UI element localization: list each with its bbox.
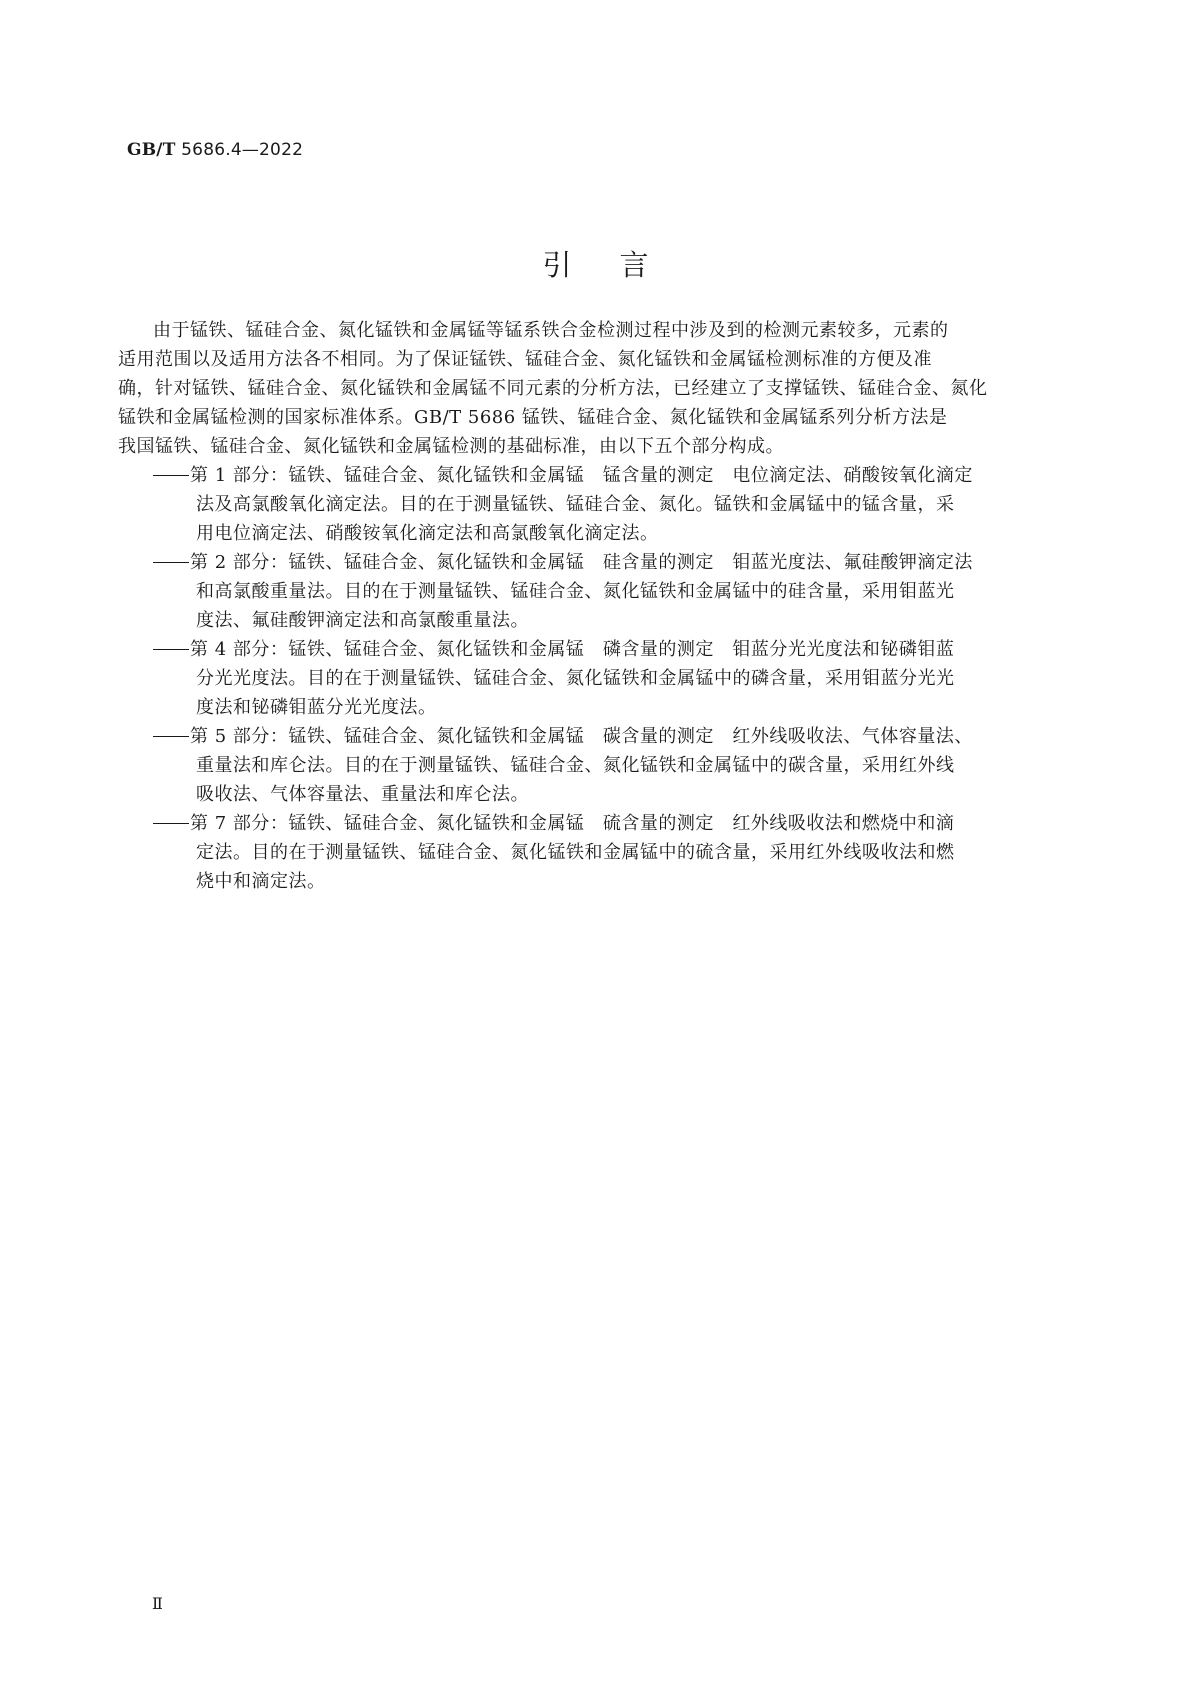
list-item-text: 法及高氯酸氧化滴定法。目的在于测量锰铁、锰硅合金、氮化。锰铁和金属锰中的锰含量，采 <box>196 494 955 515</box>
list-item-text: 和高氯酸重量法。目的在于测量锰铁、锰硅合金、氮化锰铁和金属锰中的硅含量，采用钼蓝光 <box>196 581 955 602</box>
list-item-text: 第 7 部分：锰铁、锰硅合金、氮化锰铁和金属锰 硫含量的测定 红外线吸收法和燃烧中和滴 <box>190 813 955 834</box>
list-item-text: 用电位滴定法、硝酸铵氧化滴定法和高氯酸氧化滴定法。 <box>196 523 659 544</box>
list-item-text: 重量法和库仑法。目的在于测量锰铁、锰硅合金、氮化锰铁和金属锰中的碳含量，采用红外线 <box>196 755 955 776</box>
list-item-text: 吸收法、气体容量法、重量法和库仑法。 <box>196 784 529 805</box>
list-item-text: 烧中和滴定法。 <box>196 871 326 892</box>
intro-line: 我国锰铁、锰硅合金、氮化锰铁和金属锰检测的基础标准，由以下五个部分构成。 <box>118 436 784 457</box>
list-item-text: 第 5 部分：锰铁、锰硅合金、氮化锰铁和金属锰 碳含量的测定 红外线吸收法、气体容量法、 <box>190 726 973 747</box>
em-dash <box>153 823 189 824</box>
list-item-text: 分光光度法。目的在于测量锰铁、锰硅合金、氮化锰铁和金属锰中的磷含量，采用钼蓝分光光 <box>196 668 955 689</box>
intro-line: 确，针对锰铁、锰硅合金、氮化锰铁和金属锰不同元素的分析方法，已经建立了支撑锰铁、锰硅合金、氮化 <box>118 378 988 399</box>
standard-code <box>127 140 303 160</box>
page-title: 引言 <box>542 248 697 282</box>
list-item-text: 第 1 部分：锰铁、锰硅合金、氮化锰铁和金属锰 锰含量的测定 电位滴定法、硝酸铵氧化滴定 <box>190 465 973 486</box>
page-number: Ⅱ <box>152 1594 163 1613</box>
list-item-text: 定法。目的在于测量锰铁、锰硅合金、氮化锰铁和金属锰中的硫含量，采用红外线吸收法和燃 <box>196 842 955 863</box>
intro-line: 锰铁和金属锰检测的国家标准体系。GB/T 5686 锰铁、锰硅合金、氮化锰铁和金属锰系列分析方法是 <box>118 407 948 428</box>
intro-line: 适用范围以及适用方法各不相同。为了保证锰铁、锰硅合金、氮化锰铁和金属锰检测标准的方便及准 <box>118 349 932 370</box>
standard-code-number: 5686.4—2022 <box>181 140 304 160</box>
list-item-text: 第 4 部分：锰铁、锰硅合金、氮化锰铁和金属锰 磷含量的测定 钼蓝分光光度法和铋磷钼蓝 <box>190 639 955 660</box>
list-item-text: 度法和铋磷钼蓝分光光度法。 <box>196 697 437 718</box>
list-item-text: 度法、氟硅酸钾滴定法和高氯酸重量法。 <box>196 610 529 631</box>
em-dash <box>153 475 189 476</box>
em-dash <box>153 649 189 650</box>
standard-code-prefix: GB/T <box>127 140 176 160</box>
intro-line: 由于锰铁、锰硅合金、氮化锰铁和金属锰等锰系铁合金检测过程中涉及到的检测元素较多，元素的 <box>153 320 949 341</box>
em-dash <box>153 736 189 737</box>
em-dash <box>153 562 189 563</box>
list-item-text: 第 2 部分：锰铁、锰硅合金、氮化锰铁和金属锰 硅含量的测定 钼蓝光度法、氟硅酸钾滴定法 <box>190 552 973 573</box>
